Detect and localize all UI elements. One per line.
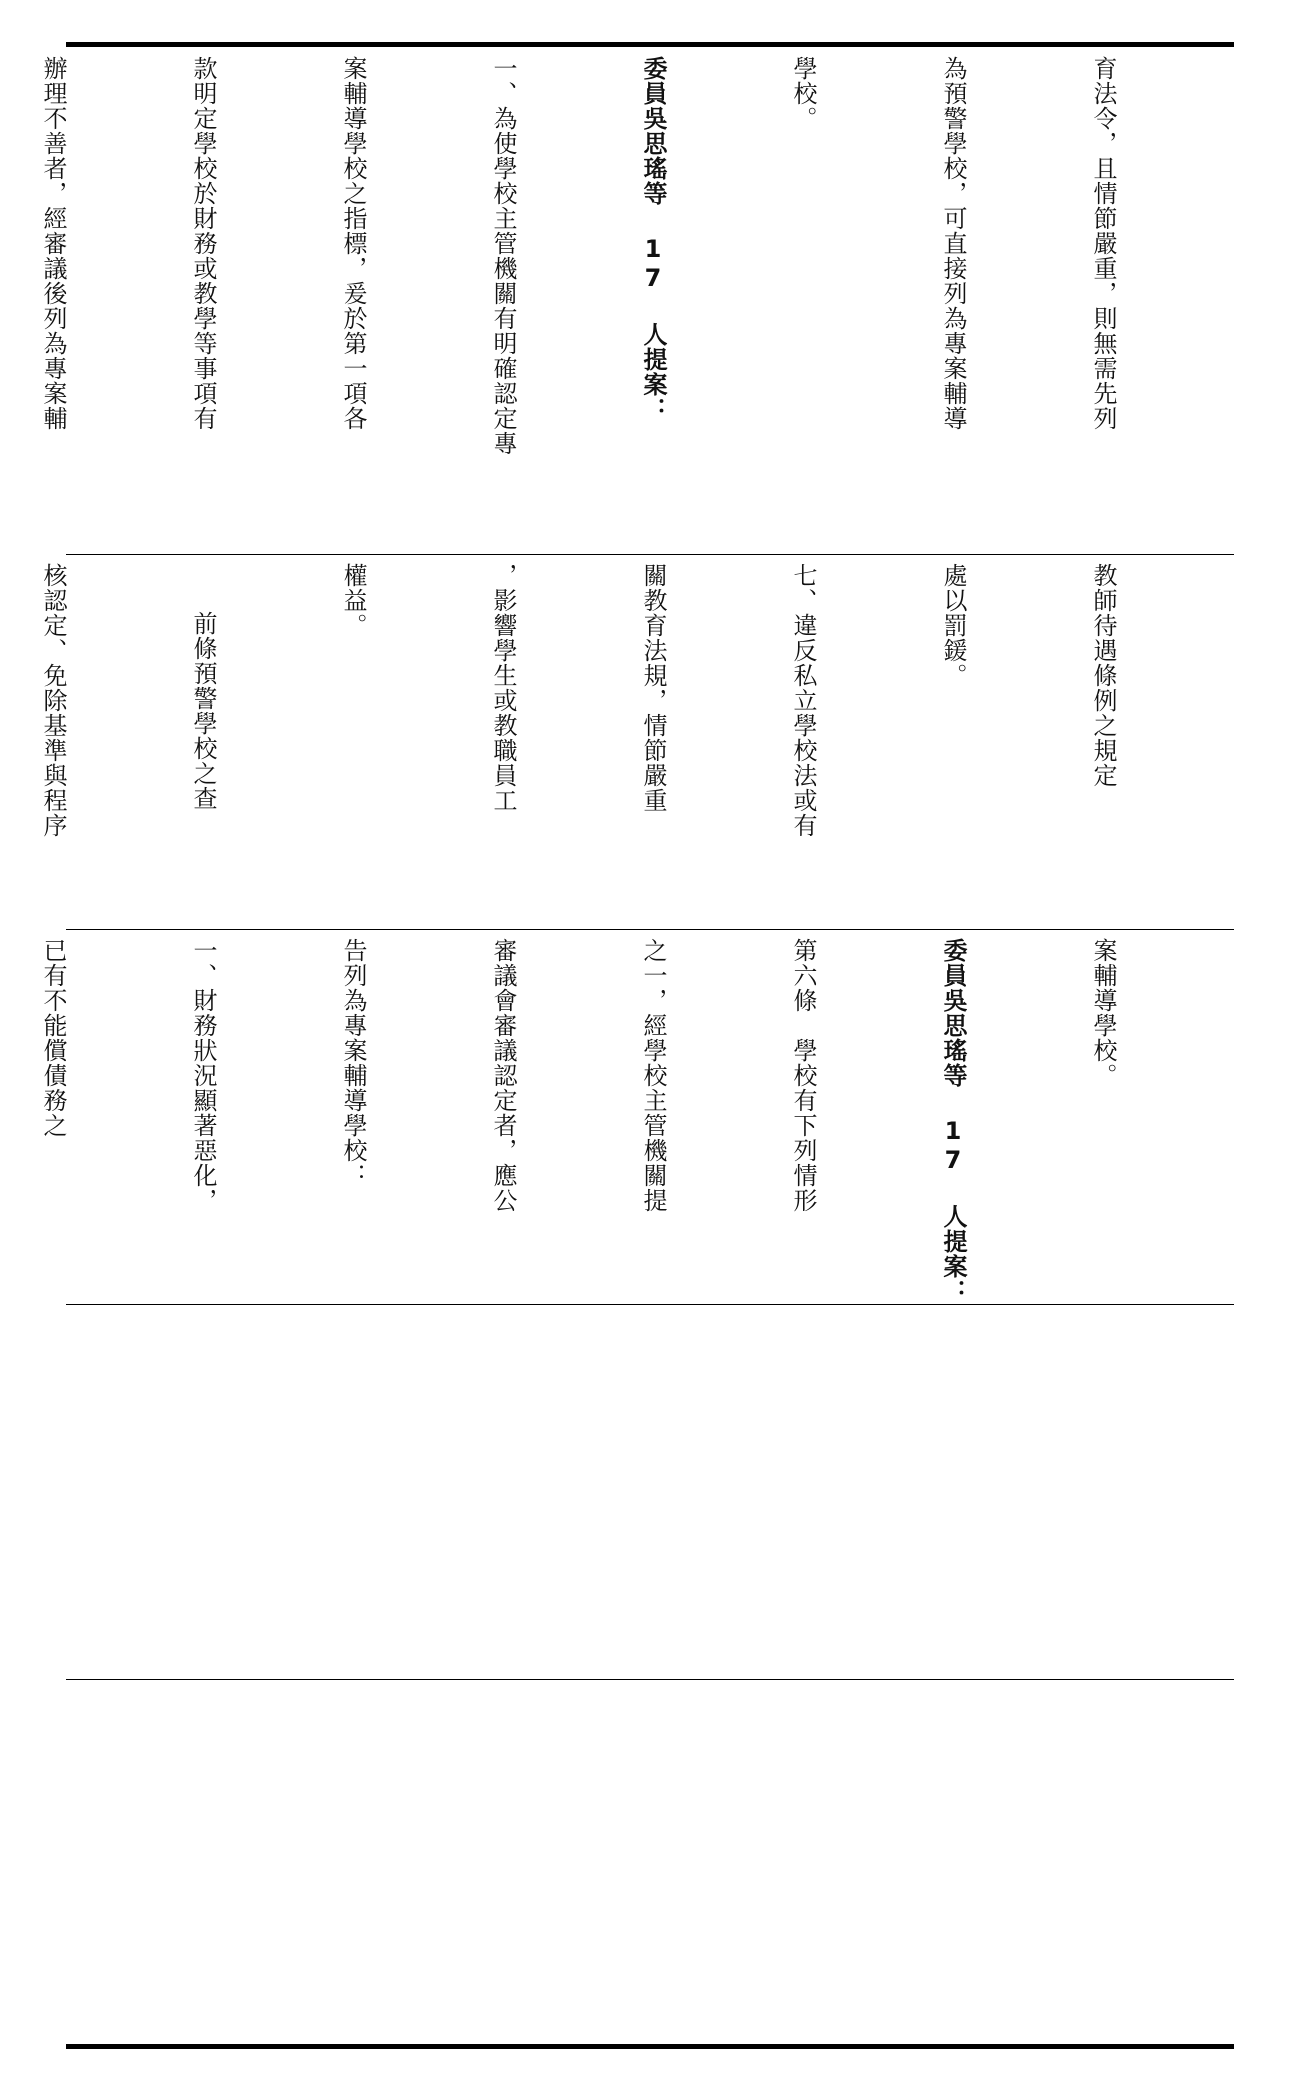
page-top-rule (66, 42, 1234, 47)
table-row-current-text (39, 555, 1234, 929)
text-line: 核認定、免除基準與程序 (39, 563, 67, 838)
text-line: 學校。 (789, 56, 817, 131)
text-line: 款明定學校於財務或教學等事項有 (189, 56, 217, 431)
explanation-text (0, 56, 1228, 456)
text-line: 第六條 學校有下列情形 (789, 938, 817, 1213)
text-line: 前條預警學校之查 (189, 611, 217, 811)
empty-row (66, 1305, 1234, 1679)
text-line: ，影響學生或教職員工 (489, 563, 517, 813)
text-line: 之一，經學校主管機關提 (639, 938, 667, 1213)
text-line: 一、為使學校主管機關有明確認定專 (489, 56, 517, 456)
empty-row (66, 1680, 1234, 2044)
proposed-text (0, 938, 1228, 1304)
text-line: 處以罰鍰。 (939, 563, 967, 688)
table-row-proposed-text (39, 930, 1234, 1304)
proposer-heading: 委員吳思瑤等 17 人提案： (939, 938, 967, 1304)
text-line: 權益。 (339, 563, 367, 638)
text-line: 案輔導學校。 (1089, 938, 1117, 1088)
page-bottom-rule (66, 2044, 1234, 2049)
table-row-explanation (39, 48, 1234, 554)
text-line: 審議會審議認定者，應公 (489, 938, 517, 1213)
text-line: 教師待遇條例之規定 (1089, 563, 1117, 788)
text-line: 告列為專案輔導學校： (339, 938, 367, 1188)
proposer-heading: 委員吳思瑤等 17 人提案： (639, 56, 667, 422)
text-line: 已有不能償債務之 (39, 938, 67, 1138)
current-text (0, 563, 1228, 929)
text-line: 一、財務狀況顯著惡化， (189, 938, 217, 1213)
text-line: 為預警學校，可直接列為專案輔導 (939, 56, 967, 431)
text-line: 關教育法規，情節嚴重 (639, 563, 667, 813)
text-line: 七、違反私立學校法或有 (789, 563, 817, 838)
text-line: 辦理不善者，經審議後列為專案輔 (39, 56, 67, 431)
text-line: 育法令，且情節嚴重，則無需先列 (1089, 56, 1117, 431)
text-line: 案輔導學校之指標，爰於第一項各 (339, 56, 367, 431)
